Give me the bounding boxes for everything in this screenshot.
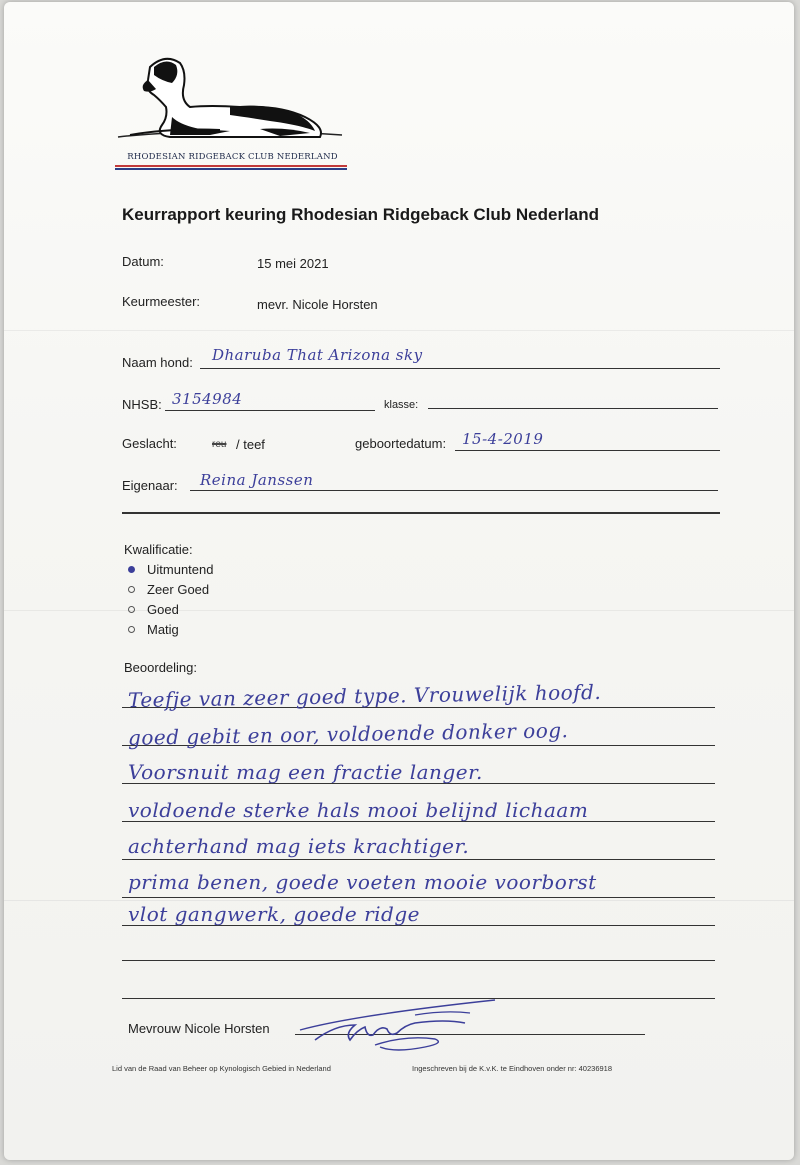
beoordeling-text-line[interactable]: goed gebit en oor, voldoende donker oog.	[127, 718, 569, 750]
document-page	[4, 2, 794, 1160]
eigenaar-line	[190, 490, 718, 491]
geslacht-reu-option[interactable]: reu	[212, 439, 227, 450]
eigenaar-label: Eigenaar:	[122, 478, 178, 493]
geslacht-label: Geslacht:	[122, 436, 177, 451]
klasse-label: klasse:	[384, 399, 419, 411]
naam-hond-field[interactable]: Dharuba That Arizona sky	[212, 346, 423, 364]
club-logo-text: RHODESIAN RIDGEBACK CLUB NEDERLAND	[127, 152, 338, 162]
keurmeester-value: mevr. Nicole Horsten	[257, 297, 378, 312]
beoordeling-line	[122, 859, 715, 860]
section-divider	[122, 512, 720, 514]
radio-empty-icon[interactable]	[128, 626, 135, 633]
geboortedatum-label: geboortedatum:	[355, 436, 447, 451]
beoordeling-text-line[interactable]: Voorsnuit mag een fractie langer.	[128, 760, 483, 784]
beoordeling-label: Beoordeling:	[124, 660, 197, 675]
paper-fold	[4, 330, 794, 331]
nhsb-label: NHSB:	[122, 397, 162, 412]
signature-name: Mevrouw Nicole Horsten	[128, 1021, 270, 1036]
beoordeling-text-line[interactable]: prima benen, goede voeten mooie voorborst	[128, 870, 597, 894]
naam-hond-line	[200, 368, 720, 369]
paper-fold	[4, 610, 794, 611]
footer-kvk: Ingeschreven bij de K.v.K. te Eindhoven onder nr: 40236918	[412, 1064, 612, 1073]
beoordeling-line	[122, 897, 715, 898]
signature-icon[interactable]	[295, 995, 500, 1060]
kwalificatie-option-uitmuntend[interactable]: Uitmuntend	[128, 562, 213, 577]
beoordeling-text-line[interactable]: Teefje van zeer goed type. Vrouwelijk hoofd.	[127, 679, 602, 713]
datum-value: 15 mei 2021	[257, 256, 329, 271]
nhsb-field[interactable]: 3154984	[172, 390, 243, 408]
kwalificatie-option-goed[interactable]: Goed	[128, 602, 179, 617]
beoordeling-text-line[interactable]: achterhand mag iets krachtiger.	[128, 834, 470, 858]
logo-stripe-red	[115, 165, 347, 167]
datum-label: Datum:	[122, 254, 164, 269]
nhsb-line	[165, 410, 375, 411]
beoordeling-line	[122, 960, 715, 961]
naam-hond-label: Naam hond:	[122, 355, 193, 370]
klasse-field[interactable]	[428, 408, 718, 409]
beoordeling-text-line[interactable]: voldoende sterke hals mooi belijnd lichaam	[128, 798, 589, 822]
eigenaar-field[interactable]: Reina Janssen	[200, 471, 314, 489]
kwalificatie-option-matig[interactable]: Matig	[128, 622, 179, 637]
geboortedatum-field[interactable]: 15-4-2019	[462, 430, 544, 448]
radio-empty-icon[interactable]	[128, 586, 135, 593]
paper-fold	[4, 900, 794, 901]
beoordeling-text-line[interactable]: vlot gangwerk, goede ridge	[128, 902, 420, 926]
radio-selected-icon[interactable]	[128, 566, 135, 573]
geslacht-teef-option[interactable]: / teef	[236, 437, 265, 452]
keurmeester-label: Keurmeester:	[122, 294, 201, 309]
geboortedatum-line	[455, 450, 720, 451]
kwalificatie-label: Kwalificatie:	[124, 542, 193, 557]
document-title: Keurrapport keuring Rhodesian Ridgeback Club Nederland	[122, 205, 600, 224]
footer-membership: Lid van de Raad van Beheer op Kynologisch Gebied in Nederland	[112, 1064, 331, 1073]
radio-empty-icon[interactable]	[128, 606, 135, 613]
logo-stripe-blue	[115, 168, 347, 170]
kwalificatie-option-zeer-goed[interactable]: Zeer Goed	[128, 582, 209, 597]
